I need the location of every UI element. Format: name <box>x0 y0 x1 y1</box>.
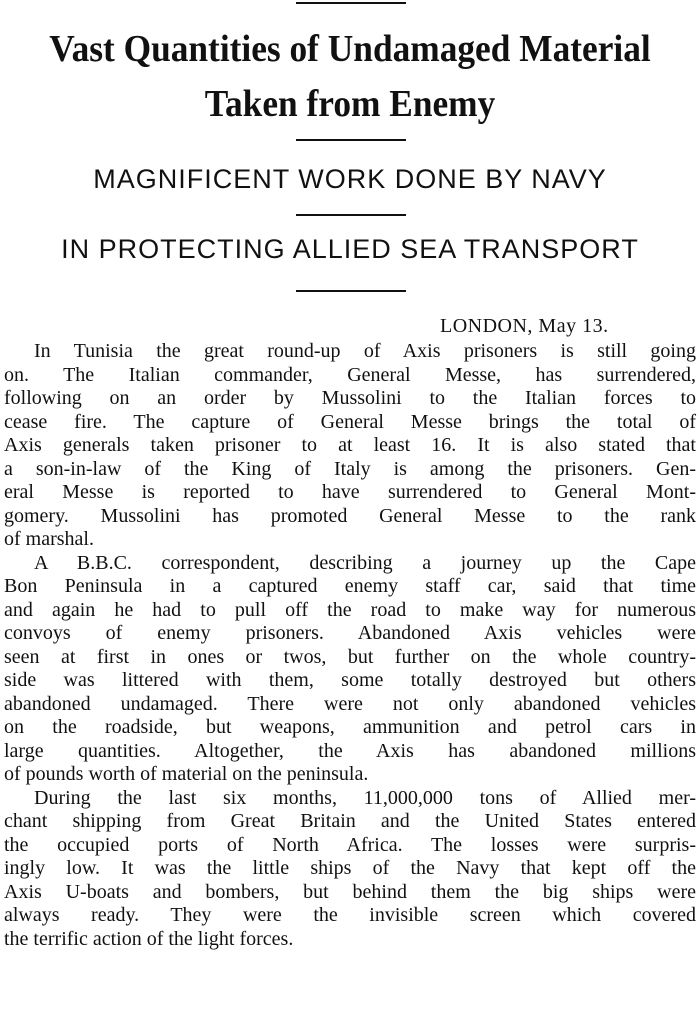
body-line: of marshal. <box>4 528 94 550</box>
top-rule <box>296 2 406 4</box>
body-line: chant shipping from Great Britain and the United States entered <box>4 810 696 832</box>
body-line: side was littered with them, some totally destroyed but others <box>4 669 696 691</box>
body-line: A B.B.C. correspondent, describing a journey up the Cape <box>34 551 696 574</box>
body-line: seen at first in ones or twos, but further on the whole country- <box>4 645 696 668</box>
body-line: abandoned undamaged. There were not only abandoned vehicles <box>4 692 696 715</box>
body-line: cease fire. The capture of General Messe brings the total of <box>4 410 696 433</box>
body-line: gomery. Mussolini has promoted General Messe to the rank <box>4 504 696 527</box>
subhead-sea-transport: IN PROTECTING ALLIED SEA TRANSPORT <box>61 234 639 264</box>
body-line: the terrific action of the light forces. <box>4 927 294 950</box>
body-line: always ready. They were the invisible screen which covered <box>4 904 696 926</box>
paragraph-2 <box>4 552 696 787</box>
body-line: During the last six months, 11,000,000 tons of Allied mer- <box>34 786 696 809</box>
body-line: following on an order by Mussolini to the Italian forces to <box>4 387 696 409</box>
body-line: convoys of enemy prisoners. Abandoned Axis vehicles were <box>4 622 696 644</box>
body-line: the occupied ports of North Africa. The losses were surpris- <box>4 833 696 856</box>
body-line: and again he had to pull off the road to make way for numerous <box>4 598 696 621</box>
body-line: Axis generals taken prisoner to at least 16. It is also stated that <box>4 434 696 456</box>
headline-line-2: Taken from Enemy <box>204 83 496 125</box>
body-line: eral Messe is reported to have surrendered to General Mont- <box>4 481 696 503</box>
body-line: on. The Italian commander, General Messe, has surrendered, <box>4 363 696 386</box>
subhead-navy: MAGNIFICENT WORK DONE BY NAVY <box>93 164 607 194</box>
subhead-rule-2 <box>296 290 406 292</box>
body-line: In Tunisia the great round-up of Axis prisoners is still going <box>34 340 696 362</box>
article-body <box>4 340 696 951</box>
paragraph-3 <box>4 787 696 952</box>
body-line: Bon Peninsula in a captured enemy staff car, said that time <box>4 575 696 597</box>
subhead-rule-1 <box>296 214 406 216</box>
body-line: Axis U-boats and bombers, but behind them the big ships were <box>4 880 696 903</box>
body-line: of pounds worth of material on the peninsula. <box>4 763 369 785</box>
headline-rule <box>296 139 406 141</box>
body-line: large quantities. Altogether, the Axis has abandoned millions <box>4 739 696 762</box>
paragraph-1 <box>4 340 696 552</box>
headline-line-1: Vast Quantities of Undamaged Material <box>49 28 651 70</box>
body-line: on the roadside, but weapons, ammunition and petrol cars in <box>4 716 696 738</box>
body-line: ingly low. It was the little ships of the Navy that kept off the <box>4 857 696 879</box>
dateline: LONDON, May 13. <box>440 315 609 337</box>
body-line: a son-in-law of the King of Italy is among the prisoners. Gen- <box>4 457 696 480</box>
